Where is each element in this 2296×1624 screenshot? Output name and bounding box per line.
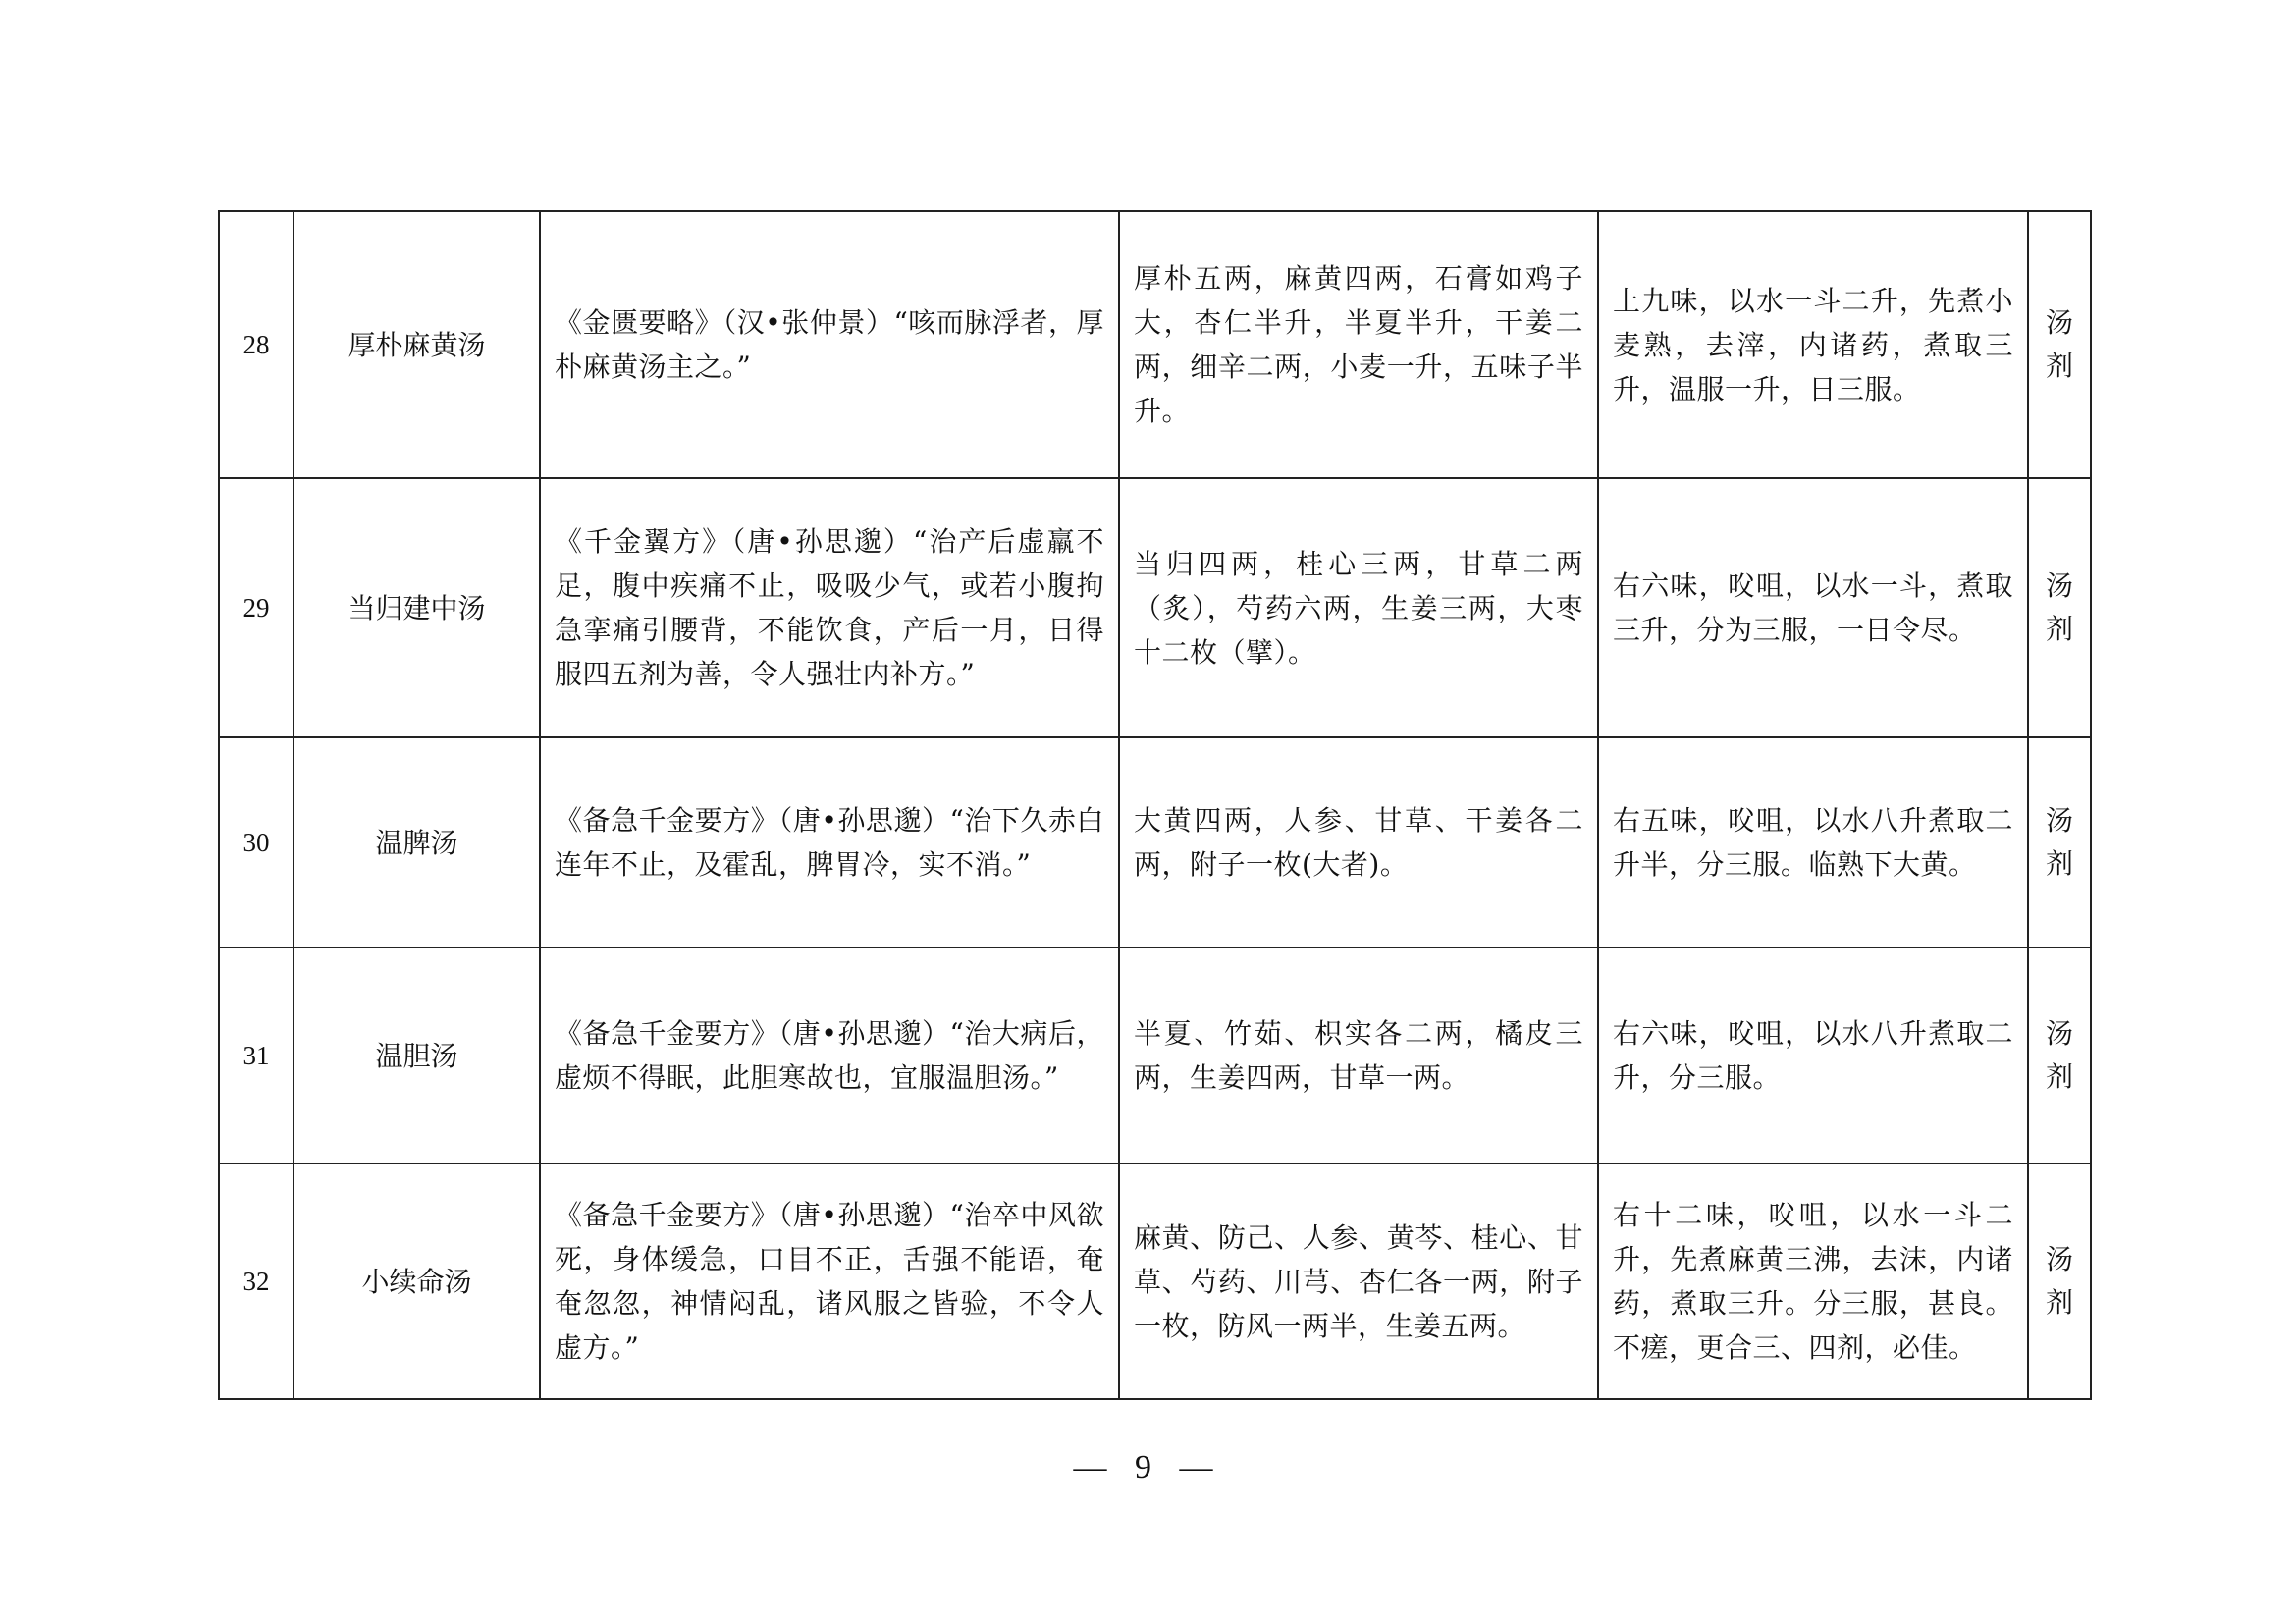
method-text: 右六味，㕮咀，以水一斗，煮取三升，分为三服，一日令尽。	[1598, 478, 2028, 737]
row-number: 31	[219, 947, 294, 1164]
dosage-form: 汤剂	[2045, 1017, 2073, 1093]
source-text: 《备急千金要方》（唐•孙思邈）“治大病后，虚烦不得眠，此胆寒故也，宜服温胆汤。”	[540, 947, 1119, 1164]
row-number: 28	[219, 211, 294, 478]
table-row	[219, 947, 2091, 1164]
method-text: 右十二味，㕮咀，以水一斗二升，先煮麻黄三沸，去沫，内诸药，煮取三升。分三服，甚良。不瘥，更合三、四剂，必佳。	[1598, 1164, 2028, 1399]
method-text: 右六味，㕮咀，以水八升煮取二升，分三服。	[1598, 947, 2028, 1164]
table-row	[219, 1164, 2091, 1399]
source-text: 《千金翼方》（唐•孙思邈）“治产后虚羸不足，腹中疾痛不止，吸吸少气，或若小腹拘急挛痛引腰背，不能饮食，产后一月，日得服四五剂为善，令人强壮内补方。”	[540, 478, 1119, 737]
formula-name: 温胆汤	[294, 947, 540, 1164]
formula-name: 当归建中汤	[294, 478, 540, 737]
composition-text: 厚朴五两，麻黄四两，石膏如鸡子大，杏仁半升，半夏半升，干姜二两，细辛二两，小麦一升，五味子半升。	[1119, 211, 1598, 478]
row-number: 29	[219, 478, 294, 737]
composition-text: 当归四两，桂心三两，甘草二两（炙），芍药六两，生姜三两，大枣十二枚（擘）。	[1119, 478, 1598, 737]
composition-text: 麻黄、防己、人参、黄芩、桂心、甘草、芍药、川芎、杏仁各一两，附子一枚，防风一两半，生姜五两。	[1119, 1164, 1598, 1399]
dosage-form-cell	[2028, 1164, 2091, 1399]
dosage-form: 汤剂	[2045, 569, 2073, 645]
formula-name: 温脾汤	[294, 737, 540, 947]
source-text: 《备急千金要方》（唐•孙思邈）“治下久赤白连年不止，及霍乱，脾胃冷，实不消。”	[540, 737, 1119, 947]
table-row	[219, 211, 2091, 478]
row-number: 30	[219, 737, 294, 947]
composition-text: 大黄四两，人参、甘草、干姜各二两，附子一枚(大者)。	[1119, 737, 1598, 947]
formula-name: 厚朴麻黄汤	[294, 211, 540, 478]
formula-table	[218, 210, 2092, 1400]
row-number: 32	[219, 1164, 294, 1399]
dosage-form-cell	[2028, 478, 2091, 737]
formula-name: 小续命汤	[294, 1164, 540, 1399]
composition-text: 半夏、竹茹、枳实各二两，橘皮三两，生姜四两，甘草一两。	[1119, 947, 1598, 1164]
dosage-form-cell	[2028, 947, 2091, 1164]
method-text: 右五味，㕮咀，以水八升煮取二升半，分三服。临熟下大黄。	[1598, 737, 2028, 947]
dosage-form: 汤剂	[2045, 306, 2073, 382]
table-row	[219, 478, 2091, 737]
dosage-form-cell	[2028, 737, 2091, 947]
source-text: 《金匮要略》（汉•张仲景）“咳而脉浮者，厚朴麻黄汤主之。”	[540, 211, 1119, 478]
dosage-form: 汤剂	[2045, 1243, 2073, 1319]
page-number: — 9 —	[1073, 1449, 1223, 1486]
source-text: 《备急千金要方》（唐•孙思邈）“治卒中风欲死，身体缓急，口目不正，舌强不能语，奄奄忽忽，神情闷乱，诸风服之皆验，不令人虚方。”	[540, 1164, 1119, 1399]
dosage-form: 汤剂	[2045, 804, 2073, 880]
method-text: 上九味，以水一斗二升，先煮小麦熟，去滓，内诸药，煮取三升，温服一升，日三服。	[1598, 211, 2028, 478]
dosage-form-cell	[2028, 211, 2091, 478]
table-row	[219, 737, 2091, 947]
